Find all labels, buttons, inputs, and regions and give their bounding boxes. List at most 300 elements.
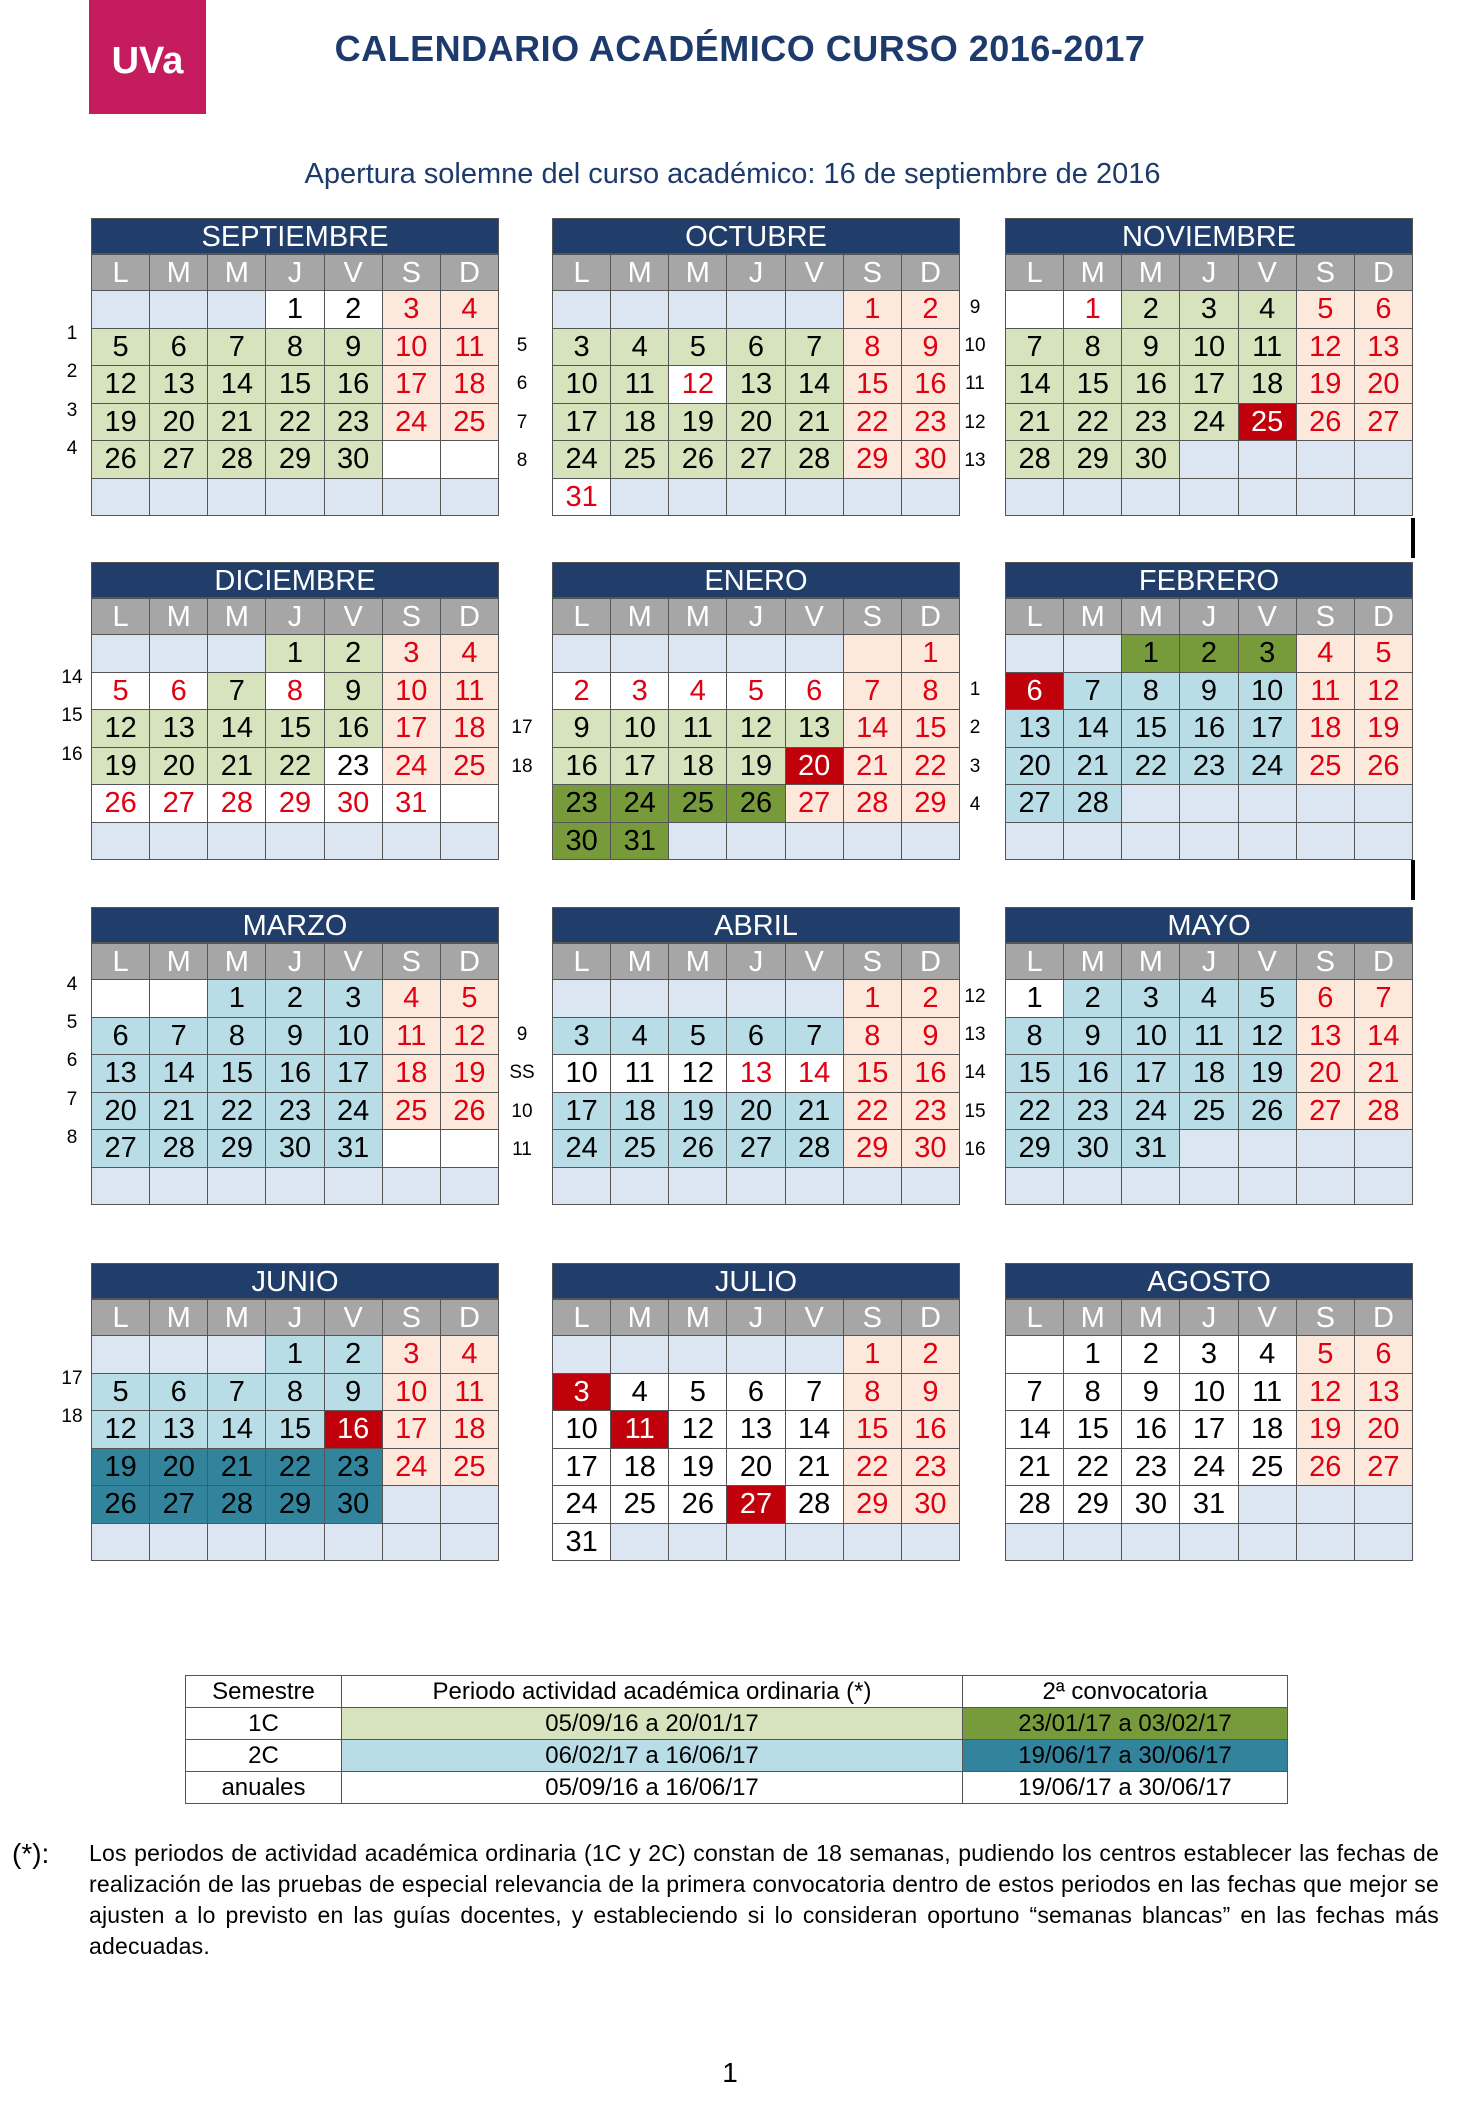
month-days-grid (552, 943, 960, 1205)
empty-day-cell (844, 479, 902, 517)
day-cell: 6 (92, 1018, 150, 1056)
legend-header-row (186, 1676, 1288, 1708)
day-cell: 5 (1297, 1336, 1355, 1374)
day-cell: 27 (1355, 1449, 1413, 1487)
empty-day-cell (727, 1336, 785, 1374)
empty-day-cell (1006, 291, 1064, 329)
day-cell: 3 (1122, 980, 1180, 1018)
day-cell: 23 (1122, 404, 1180, 442)
weekday-label: D (1355, 599, 1413, 635)
day-cell: 27 (150, 1486, 208, 1524)
empty-day-cell (786, 1336, 844, 1374)
day-cell: 8 (1006, 1018, 1064, 1056)
day-cell: 30 (1122, 1486, 1180, 1524)
day-cell: 22 (1006, 1093, 1064, 1131)
day-cell: 7 (1006, 329, 1064, 367)
day-cell: 13 (1297, 1018, 1355, 1056)
day-cell: 18 (441, 1411, 499, 1449)
day-cell: 27 (727, 1130, 785, 1168)
weekday-label: M (150, 944, 208, 980)
weekday-label: D (1355, 944, 1413, 980)
day-cell: 19 (727, 748, 785, 786)
weekday-label: L (553, 944, 611, 980)
day-cell: 26 (1297, 404, 1355, 442)
day-cell: 14 (1355, 1018, 1413, 1056)
day-cell: 24 (325, 1093, 383, 1131)
weekday-label: L (92, 599, 150, 635)
day-cell: 17 (553, 1449, 611, 1487)
empty-day-cell (208, 1524, 266, 1562)
week-number: 7 (66, 1088, 78, 1110)
day-cell: 7 (786, 329, 844, 367)
day-cell: 12 (1355, 673, 1413, 711)
day-cell: 19 (92, 404, 150, 442)
weekday-label: L (1006, 599, 1064, 635)
empty-day-cell (1297, 1524, 1355, 1562)
empty-day-cell (383, 823, 441, 861)
weekday-label: V (325, 1300, 383, 1336)
day-cell: 29 (266, 441, 324, 479)
day-cell: 17 (1239, 710, 1297, 748)
day-cell: 4 (611, 329, 669, 367)
day-cell: 29 (1064, 441, 1122, 479)
month-calendar (91, 562, 499, 860)
empty-day-cell (1355, 823, 1413, 861)
day-cell: 28 (1064, 785, 1122, 823)
semester-legend-table (185, 1675, 1288, 1804)
weekday-label: S (1297, 944, 1355, 980)
weekday-label: J (727, 944, 785, 980)
day-cell: 12 (92, 710, 150, 748)
week-number: 8 (516, 449, 528, 471)
day-cell: 9 (325, 673, 383, 711)
day-cell: 9 (553, 710, 611, 748)
day-cell: 15 (844, 366, 902, 404)
day-cell: 7 (1355, 980, 1413, 1018)
weekday-label: M (1122, 255, 1180, 291)
day-cell: 4 (1180, 980, 1238, 1018)
weekday-label: J (1180, 255, 1238, 291)
month-calendar (552, 218, 960, 516)
day-cell: 4 (383, 980, 441, 1018)
day-cell: 30 (325, 1486, 383, 1524)
day-cell: 16 (1122, 1411, 1180, 1449)
empty-day-cell (92, 980, 150, 1018)
day-cell: 10 (553, 366, 611, 404)
day-cell: 31 (1180, 1486, 1238, 1524)
day-cell: 13 (150, 366, 208, 404)
empty-day-cell (902, 1524, 960, 1562)
day-cell: 8 (266, 329, 324, 367)
empty-day-cell (383, 1524, 441, 1562)
day-cell: 27 (727, 441, 785, 479)
empty-day-cell (1239, 441, 1297, 479)
weekday-label: M (150, 599, 208, 635)
day-cell: 12 (92, 1411, 150, 1449)
day-cell: 10 (553, 1055, 611, 1093)
day-cell: 29 (1064, 1486, 1122, 1524)
day-cell: 28 (1006, 1486, 1064, 1524)
day-cell: 31 (383, 785, 441, 823)
weekday-label: J (266, 255, 324, 291)
footnote-mark: (*): (12, 1838, 50, 1869)
day-cell: 22 (1064, 1449, 1122, 1487)
day-cell: 18 (611, 404, 669, 442)
day-cell: 10 (1239, 673, 1297, 711)
page-title: CALENDARIO ACADÉMICO CURSO 2016-2017 (334, 28, 1146, 69)
empty-day-cell (150, 1524, 208, 1562)
empty-day-cell (669, 1524, 727, 1562)
day-cell: 14 (786, 1411, 844, 1449)
month-name: ENERO (552, 562, 960, 598)
month-calendar (552, 1263, 960, 1561)
empty-day-cell (902, 1168, 960, 1206)
day-cell: 12 (1297, 329, 1355, 367)
week-number: 2 (969, 717, 981, 739)
footnote-text: Los periodos de actividad académica ordinaria (1C y 2C) constan de 18 semanas, pudiendo los centros establecer las fechas de realización de las pruebas de especial relevancia de la primera convocatoria dentro de estos periodos en las fechas que mejor se ajusten a lo previsto en las guías docentes, y estableciendo si lo consideran oportuno “semanas blancas” en las fechas más adecuadas. (89, 1840, 1439, 1959)
empty-day-cell (150, 1168, 208, 1206)
day-cell: 2 (1122, 291, 1180, 329)
day-cell: 24 (1239, 748, 1297, 786)
empty-day-cell (1064, 1168, 1122, 1206)
day-cell: 17 (383, 366, 441, 404)
weekday-label: M (669, 255, 727, 291)
legend-cell: 06/02/17 a 16/06/17 (342, 1740, 963, 1772)
day-cell: 6 (1355, 291, 1413, 329)
day-cell: 4 (611, 1374, 669, 1412)
month-name: FEBRERO (1005, 562, 1413, 598)
weekday-label: M (1064, 255, 1122, 291)
empty-day-cell (1239, 479, 1297, 517)
day-cell: 14 (844, 710, 902, 748)
weekday-label: M (150, 1300, 208, 1336)
month-name: MARZO (91, 907, 499, 943)
empty-day-cell (1355, 1130, 1413, 1168)
month-days-grid (1005, 1299, 1413, 1561)
empty-day-cell (669, 823, 727, 861)
week-number: 8 (66, 1126, 78, 1148)
day-cell: 15 (266, 1411, 324, 1449)
day-cell: 5 (669, 329, 727, 367)
day-cell: 28 (786, 1130, 844, 1168)
empty-day-cell (1297, 441, 1355, 479)
day-cell: 21 (1006, 404, 1064, 442)
week-number: 17 (61, 1368, 83, 1390)
day-cell: 3 (553, 329, 611, 367)
day-cell: 26 (1355, 748, 1413, 786)
empty-day-cell (266, 823, 324, 861)
day-cell: 18 (669, 748, 727, 786)
day-cell: 2 (1122, 1336, 1180, 1374)
day-cell: 26 (92, 785, 150, 823)
day-cell: 30 (902, 1486, 960, 1524)
month-calendar (1005, 562, 1413, 860)
weekday-label: J (266, 599, 324, 635)
weekday-label: V (786, 944, 844, 980)
day-cell: 31 (1122, 1130, 1180, 1168)
week-number: 18 (511, 755, 533, 777)
empty-day-cell (1006, 1168, 1064, 1206)
weekday-label: M (208, 944, 266, 980)
day-cell: 8 (902, 673, 960, 711)
day-cell: 17 (1180, 366, 1238, 404)
day-cell: 21 (1064, 748, 1122, 786)
empty-day-cell (1180, 1524, 1238, 1562)
week-number: 4 (66, 437, 78, 459)
day-cell: 19 (669, 404, 727, 442)
week-number: 6 (516, 373, 528, 395)
day-cell: 8 (844, 329, 902, 367)
day-cell: 30 (553, 823, 611, 861)
day-cell: 8 (1064, 1374, 1122, 1412)
day-cell: 30 (902, 441, 960, 479)
week-number: 4 (969, 793, 981, 815)
day-cell: 11 (1239, 1374, 1297, 1412)
empty-day-cell (786, 635, 844, 673)
day-cell: 1 (844, 291, 902, 329)
day-cell: 24 (1122, 1093, 1180, 1131)
empty-day-cell (727, 291, 785, 329)
empty-day-cell (325, 1168, 383, 1206)
day-cell: 26 (1297, 1449, 1355, 1487)
empty-day-cell (1355, 1168, 1413, 1206)
empty-day-cell (553, 980, 611, 1018)
weekday-label: M (208, 599, 266, 635)
empty-day-cell (1239, 1168, 1297, 1206)
day-cell: 25 (611, 1130, 669, 1168)
day-cell: 19 (441, 1055, 499, 1093)
empty-day-cell (727, 980, 785, 1018)
month-name: OCTUBRE (552, 218, 960, 254)
day-cell: 17 (325, 1055, 383, 1093)
empty-day-cell (1006, 1524, 1064, 1562)
empty-day-cell (325, 479, 383, 517)
weekday-label: L (1006, 1300, 1064, 1336)
month-calendar (552, 562, 960, 860)
empty-day-cell (208, 291, 266, 329)
day-cell: 6 (150, 673, 208, 711)
empty-day-cell (902, 823, 960, 861)
empty-day-cell (844, 635, 902, 673)
weekday-label: D (902, 599, 960, 635)
month-calendar (1005, 218, 1413, 516)
day-cell: 30 (325, 441, 383, 479)
day-cell: 14 (786, 1055, 844, 1093)
weekday-label: M (611, 1300, 669, 1336)
day-cell: 5 (1355, 635, 1413, 673)
weekday-label: L (1006, 255, 1064, 291)
empty-day-cell (1122, 823, 1180, 861)
day-cell: 6 (786, 673, 844, 711)
day-cell: 29 (844, 1486, 902, 1524)
month-calendar (91, 218, 499, 516)
weekday-label: M (669, 599, 727, 635)
weekday-label: M (1122, 599, 1180, 635)
day-cell: 19 (1239, 1055, 1297, 1093)
day-cell: 1 (1064, 291, 1122, 329)
empty-day-cell (1180, 823, 1238, 861)
legend-header-cell: Periodo actividad académica ordinaria (*) (342, 1676, 963, 1708)
empty-day-cell (553, 635, 611, 673)
day-cell: 13 (727, 366, 785, 404)
day-cell: 5 (92, 329, 150, 367)
empty-day-cell (1122, 785, 1180, 823)
day-cell: 29 (844, 441, 902, 479)
day-cell: 14 (150, 1055, 208, 1093)
day-cell: 11 (1180, 1018, 1238, 1056)
day-cell: 19 (1355, 710, 1413, 748)
month-calendar (1005, 907, 1413, 1205)
day-cell: 10 (383, 329, 441, 367)
weekday-label: S (383, 255, 441, 291)
day-cell: 21 (786, 1093, 844, 1131)
day-cell: 16 (1180, 710, 1238, 748)
day-cell: 24 (611, 785, 669, 823)
weekday-label: M (1122, 1300, 1180, 1336)
day-cell: 29 (266, 785, 324, 823)
day-cell: 12 (669, 1411, 727, 1449)
weekday-label: S (844, 1300, 902, 1336)
weekday-label: J (727, 1300, 785, 1336)
month-name: DICIEMBRE (91, 562, 499, 598)
day-cell: 5 (727, 673, 785, 711)
day-cell: 30 (266, 1130, 324, 1168)
day-cell: 21 (208, 1449, 266, 1487)
empty-day-cell (150, 1336, 208, 1374)
day-cell: 3 (1239, 635, 1297, 673)
day-cell: 28 (1006, 441, 1064, 479)
weekday-label: V (786, 255, 844, 291)
empty-day-cell (266, 1524, 324, 1562)
day-cell: 18 (441, 366, 499, 404)
day-cell: 8 (266, 673, 324, 711)
day-cell: 3 (553, 1018, 611, 1056)
month-days-grid (552, 598, 960, 860)
day-cell: 11 (441, 329, 499, 367)
day-cell: 18 (1180, 1055, 1238, 1093)
day-cell: 16 (325, 366, 383, 404)
week-number: 18 (61, 1406, 83, 1428)
weekday-label: V (325, 255, 383, 291)
day-cell: 15 (844, 1411, 902, 1449)
empty-day-cell (669, 635, 727, 673)
day-cell: 23 (902, 1449, 960, 1487)
day-cell: 14 (1006, 1411, 1064, 1449)
day-cell: 2 (902, 291, 960, 329)
empty-day-cell (1180, 479, 1238, 517)
day-cell: 16 (325, 1411, 383, 1449)
day-cell: 19 (669, 1093, 727, 1131)
weekday-label: J (1180, 944, 1238, 980)
empty-day-cell (669, 1336, 727, 1374)
day-cell: 11 (1239, 329, 1297, 367)
day-cell: 28 (786, 1486, 844, 1524)
day-cell: 16 (1122, 366, 1180, 404)
empty-day-cell (786, 1168, 844, 1206)
day-cell: 5 (669, 1374, 727, 1412)
day-cell: 12 (441, 1018, 499, 1056)
day-cell: 14 (208, 710, 266, 748)
empty-day-cell (150, 635, 208, 673)
empty-day-cell (1006, 479, 1064, 517)
day-cell: 9 (266, 1018, 324, 1056)
day-cell: 15 (1064, 366, 1122, 404)
day-cell: 24 (383, 748, 441, 786)
day-cell: 9 (325, 1374, 383, 1412)
day-cell: 2 (266, 980, 324, 1018)
weekday-label: D (902, 944, 960, 980)
empty-day-cell (1297, 823, 1355, 861)
empty-day-cell (1122, 1524, 1180, 1562)
day-cell: 4 (441, 291, 499, 329)
week-number: 13 (964, 1024, 986, 1046)
week-number: 14 (61, 667, 83, 689)
empty-day-cell (1006, 635, 1064, 673)
day-cell: 26 (669, 441, 727, 479)
day-cell: 11 (1297, 673, 1355, 711)
day-cell: 7 (208, 1374, 266, 1412)
empty-day-cell (1297, 1486, 1355, 1524)
day-cell: 20 (92, 1093, 150, 1131)
day-cell: 6 (150, 1374, 208, 1412)
month-days-grid (1005, 943, 1413, 1205)
day-cell: 27 (92, 1130, 150, 1168)
day-cell: 11 (441, 1374, 499, 1412)
day-cell: 20 (1006, 748, 1064, 786)
day-cell: 9 (1122, 1374, 1180, 1412)
empty-day-cell (325, 823, 383, 861)
day-cell: 7 (1006, 1374, 1064, 1412)
day-cell: 5 (669, 1018, 727, 1056)
legend-row (186, 1740, 1288, 1772)
day-cell: 8 (266, 1374, 324, 1412)
empty-day-cell (150, 980, 208, 1018)
day-cell: 1 (844, 1336, 902, 1374)
weekday-label: L (1006, 944, 1064, 980)
weekday-label: M (611, 944, 669, 980)
week-number: 6 (66, 1050, 78, 1072)
day-cell: 18 (1239, 1411, 1297, 1449)
weekday-label: M (1122, 944, 1180, 980)
day-cell: 23 (325, 748, 383, 786)
empty-day-cell (611, 635, 669, 673)
empty-day-cell (383, 1130, 441, 1168)
day-cell: 9 (902, 329, 960, 367)
day-cell: 15 (208, 1055, 266, 1093)
day-cell: 27 (1355, 404, 1413, 442)
empty-day-cell (441, 823, 499, 861)
empty-day-cell (844, 1524, 902, 1562)
day-cell: 4 (1239, 1336, 1297, 1374)
empty-day-cell (1180, 1130, 1238, 1168)
empty-day-cell (92, 823, 150, 861)
day-cell: 8 (844, 1018, 902, 1056)
day-cell: 21 (1006, 1449, 1064, 1487)
month-name: ABRIL (552, 907, 960, 943)
empty-day-cell (669, 479, 727, 517)
empty-day-cell (727, 479, 785, 517)
day-cell: 3 (383, 291, 441, 329)
empty-day-cell (208, 479, 266, 517)
week-number: 9 (516, 1024, 528, 1046)
day-cell: 19 (92, 1449, 150, 1487)
day-cell: 4 (1239, 291, 1297, 329)
empty-day-cell (441, 785, 499, 823)
day-cell: 14 (208, 366, 266, 404)
day-cell: 1 (1006, 980, 1064, 1018)
day-cell: 5 (1239, 980, 1297, 1018)
month-calendar (552, 907, 960, 1205)
